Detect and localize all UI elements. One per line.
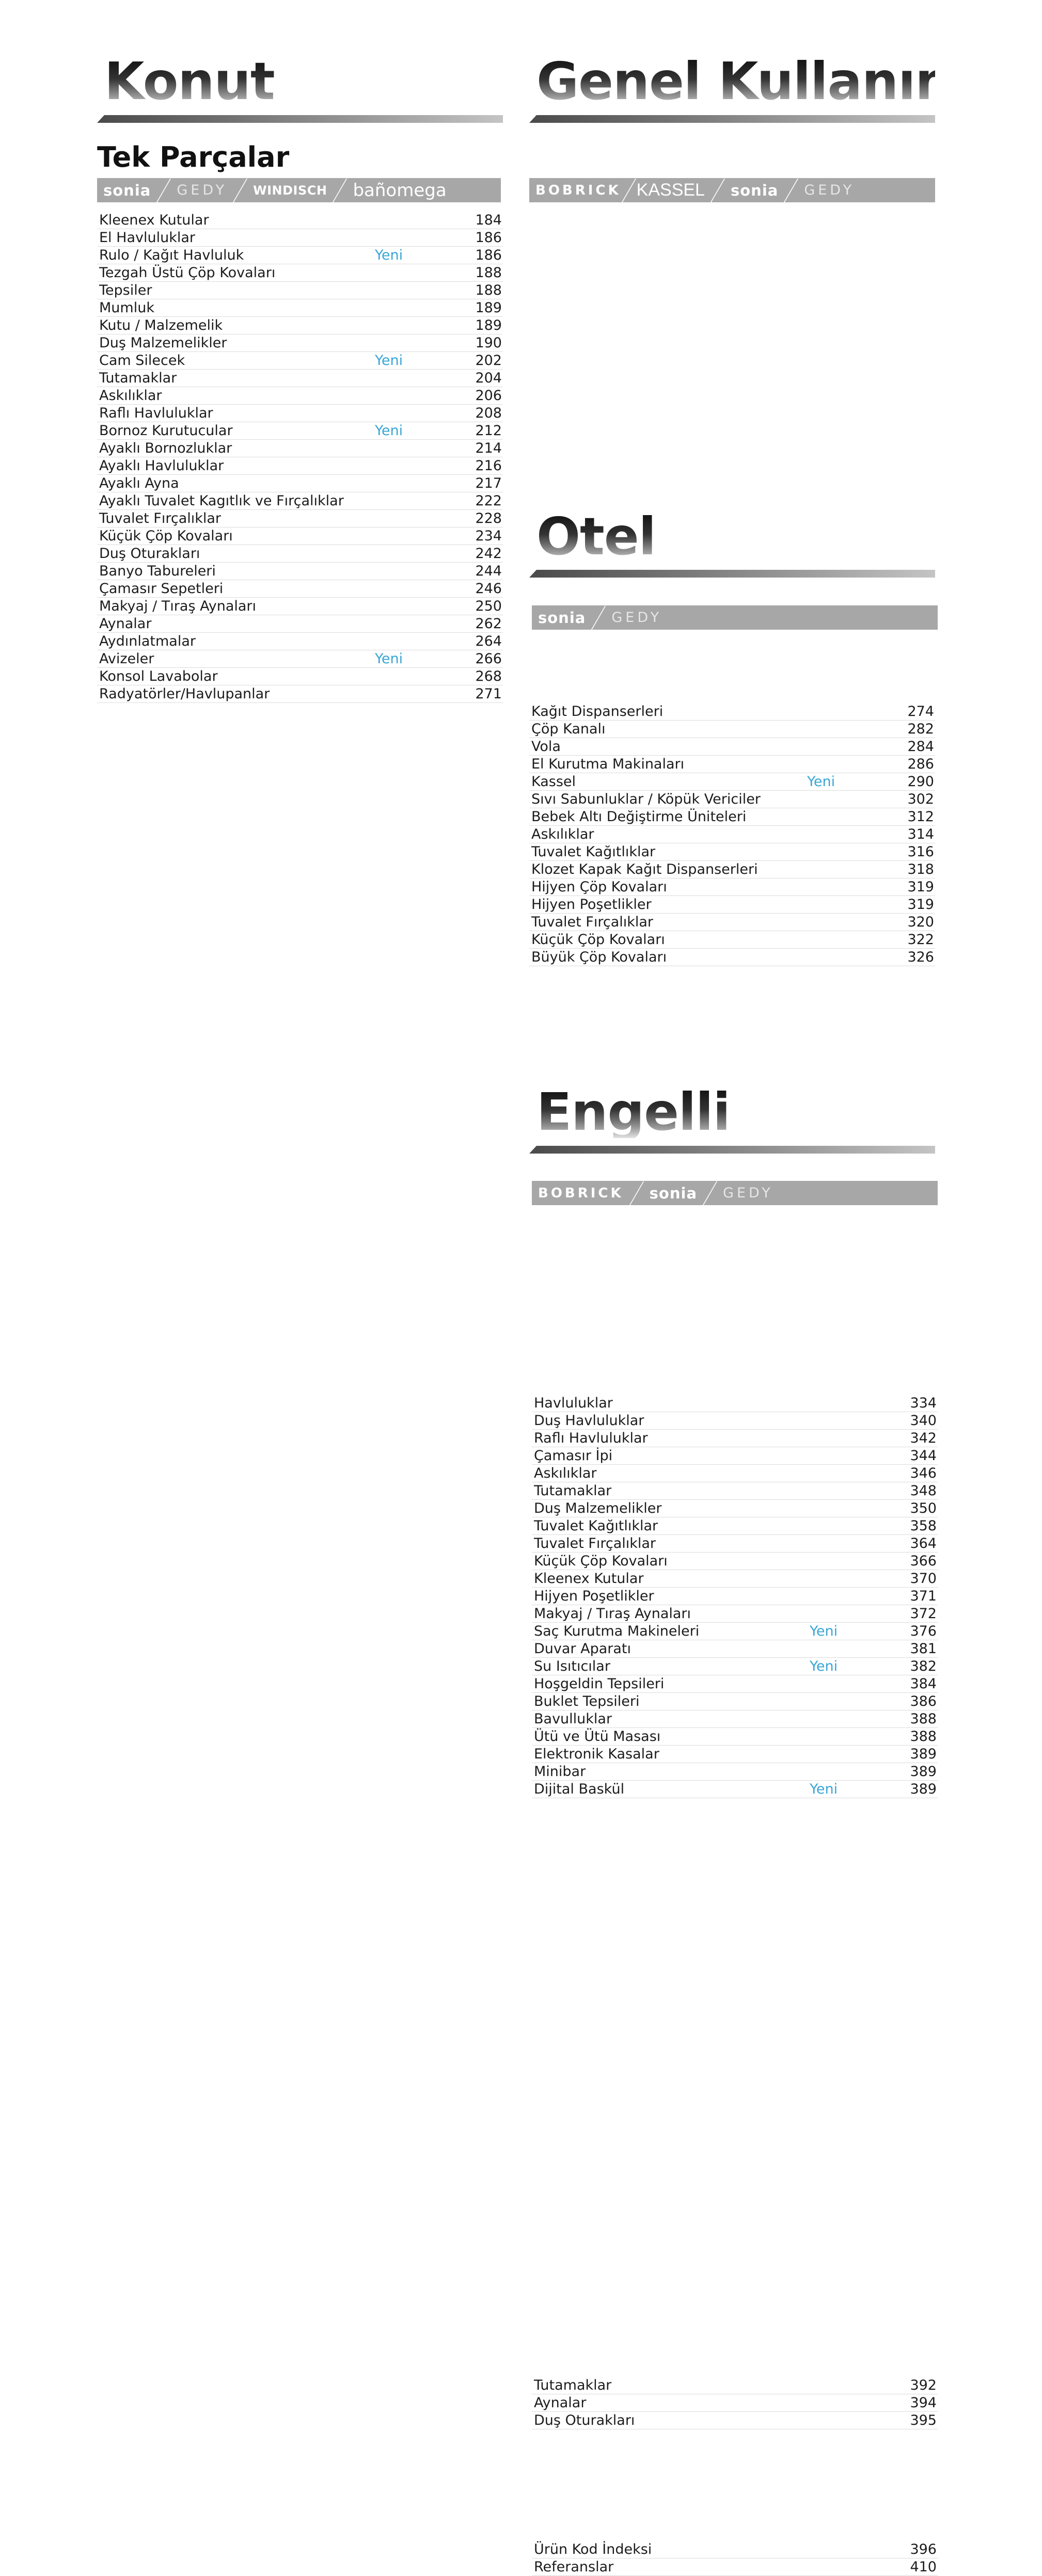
item-name: Kleenex Kutular <box>534 1571 644 1587</box>
index-row <box>97 387 503 405</box>
item-name: Konsol Lavabolar <box>99 668 218 684</box>
new-badge: Yeni <box>807 774 835 790</box>
page-number: 389 <box>910 1764 937 1780</box>
index-row <box>532 1447 938 1465</box>
item-name: Havluluklar <box>534 1395 613 1411</box>
page-number: 208 <box>475 405 502 421</box>
index-row <box>529 931 935 949</box>
brand-separator <box>784 179 799 202</box>
index-row <box>97 299 503 317</box>
brand-separator <box>711 179 725 202</box>
item-name: Bebek Altı Değiştirme Üniteleri <box>531 809 747 825</box>
item-name: Ayaklı Havluluklar <box>99 458 224 474</box>
konut-section <box>97 51 503 111</box>
page-number: 410 <box>910 2559 937 2575</box>
item-name: Hijyen Poşetlikler <box>531 897 652 913</box>
page-number: 320 <box>907 914 934 930</box>
index-row <box>529 914 935 931</box>
item-name: Bornoz Kurutucular <box>99 423 233 439</box>
item-name: Küçük Çöp Kovaları <box>534 1553 668 1569</box>
page-number: 384 <box>910 1676 937 1692</box>
item-name: Hoşgeldin Tepsileri <box>534 1676 665 1692</box>
page-number: 184 <box>475 212 502 228</box>
page-number: 250 <box>475 598 502 614</box>
index-row <box>532 1693 938 1710</box>
engelli-title: Engelli <box>529 1086 935 1138</box>
item-name: Tuvalet Fırçalıklar <box>531 914 654 930</box>
item-name: Su Isıtıcılar <box>534 1658 610 1674</box>
page-number: 350 <box>910 1500 937 1516</box>
item-name: Duş Malzemelikler <box>534 1500 662 1516</box>
brand-logo-bobrick: BOBRICK <box>538 1185 624 1201</box>
page-number: 326 <box>907 949 934 965</box>
brand-logo-gedy: GEDY <box>723 1185 773 1201</box>
page-number: 388 <box>910 1711 937 1727</box>
page-number: 371 <box>910 1588 937 1604</box>
page-number: 228 <box>475 510 502 526</box>
brand-logo-gedy: GEDY <box>177 182 228 198</box>
item-name: Büyük Çöp Kovaları <box>531 949 667 965</box>
item-name: Ayaklı Bornozluklar <box>99 440 232 456</box>
item-name: Çamasır Sepetleri <box>99 581 224 597</box>
brand-separator <box>703 1181 718 1205</box>
index-row <box>97 615 503 633</box>
page-number: 358 <box>910 1518 937 1534</box>
page-number: 366 <box>910 1553 937 1569</box>
page-number: 381 <box>910 1641 937 1657</box>
item-name: Raflı Havluluklar <box>99 405 213 421</box>
brand-separator <box>233 179 248 202</box>
index-row <box>532 2377 938 2394</box>
page-number: 386 <box>910 1693 937 1709</box>
index-row <box>532 1570 938 1588</box>
page-number: 372 <box>910 1606 937 1622</box>
index-row <box>532 2394 938 2412</box>
page-number: 206 <box>475 388 502 404</box>
item-name: Bavulluklar <box>534 1711 612 1727</box>
page-number: 376 <box>910 1623 937 1639</box>
page-number: 348 <box>910 1483 937 1499</box>
item-name: El Kurutma Makinaları <box>531 756 685 772</box>
index-row <box>97 352 503 370</box>
item-name: Raflı Havluluklar <box>534 1430 648 1446</box>
item-name: Rulo / Kağıt Havluluk <box>99 247 244 263</box>
brand-logo-banomega: bañomega <box>353 180 447 201</box>
brand-logo-gedy: GEDY <box>804 182 855 198</box>
page-number: 268 <box>475 668 502 684</box>
index-row <box>532 1588 938 1605</box>
genel-list <box>529 703 935 966</box>
index-row <box>532 1482 938 1500</box>
index-row <box>529 791 935 808</box>
index-row <box>532 1746 938 1763</box>
item-name: Kutu / Malzemelik <box>99 317 223 333</box>
index-row <box>97 580 503 598</box>
item-name: Duvar Aparatı <box>534 1641 631 1657</box>
new-badge: Yeni <box>375 651 403 667</box>
otel-title-bar <box>529 570 935 578</box>
otel-section <box>529 506 935 567</box>
item-name: Hijyen Çöp Kovaları <box>531 879 667 895</box>
page-number: 222 <box>475 493 502 509</box>
item-name: Aynalar <box>534 2395 587 2411</box>
page-number: 314 <box>907 826 934 842</box>
page-number: 344 <box>910 1448 937 1464</box>
item-name: Tuvalet Fırçalıklar <box>99 510 222 526</box>
page-number: 318 <box>907 861 934 877</box>
item-name: Klozet Kapak Kağıt Dispanserleri <box>531 861 758 877</box>
new-badge: Yeni <box>810 1658 838 1674</box>
index-row <box>532 1500 938 1517</box>
otel-brand-bar <box>532 605 938 630</box>
index-row <box>532 1728 938 1746</box>
index-row <box>532 2541 938 2558</box>
index-row <box>532 1535 938 1553</box>
item-name: Çamasır İpi <box>534 1448 613 1464</box>
page-number: 340 <box>910 1413 937 1429</box>
brand-logo-bobrick: BOBRICK <box>535 182 621 198</box>
index-row <box>529 949 935 966</box>
page-number: 395 <box>910 2412 937 2428</box>
page-number: 262 <box>475 616 502 632</box>
page-number: 396 <box>910 2541 937 2557</box>
item-name: Makyaj / Tıraş Aynaları <box>99 598 257 614</box>
page-number: 271 <box>475 686 502 702</box>
item-name: Cam Silecek <box>99 353 185 369</box>
item-name: Saç Kurutma Makineleri <box>534 1623 700 1639</box>
item-name: Duş Havluluklar <box>534 1413 644 1429</box>
page-number: 394 <box>910 2395 937 2411</box>
index-row <box>532 1395 938 1412</box>
page-number: 189 <box>475 300 502 316</box>
page-number: 312 <box>907 809 934 825</box>
index-row <box>532 1605 938 1623</box>
item-name: Vola <box>531 739 561 755</box>
item-name: Tutamaklar <box>99 370 177 386</box>
new-badge: Yeni <box>375 247 403 263</box>
engelli-list <box>532 2377 938 2429</box>
page-number: 266 <box>475 651 502 667</box>
page-number: 316 <box>907 844 934 860</box>
page-number: 216 <box>475 458 502 474</box>
index-row <box>97 685 503 703</box>
index-row <box>529 808 935 826</box>
item-name: Kassel <box>531 774 576 790</box>
item-name: Minibar <box>534 1764 586 1780</box>
item-name: Sıvı Sabunluklar / Köpük Vericiler <box>531 791 761 807</box>
item-name: Küçük Çöp Kovaları <box>531 932 665 948</box>
page-number: 389 <box>910 1746 937 1762</box>
item-name: Mumluk <box>99 300 154 316</box>
index-row <box>532 1675 938 1693</box>
brand-separator <box>621 179 636 202</box>
page-number: 274 <box>907 703 934 719</box>
item-name: Tuvalet Fırçalıklar <box>534 1535 656 1551</box>
page-number: 217 <box>475 475 502 491</box>
brand-logo-sonia: sonia <box>730 181 779 199</box>
genel-title: Genel Kullanım <box>529 56 935 107</box>
page-number: 322 <box>907 932 934 948</box>
index-row <box>529 843 935 861</box>
index-row <box>529 826 935 843</box>
page-number: 246 <box>475 581 502 597</box>
index-row <box>97 334 503 352</box>
brand-logo-windisch: WINDISCH <box>253 183 327 198</box>
item-name: Tuvalet Kağıtlıklar <box>534 1518 658 1534</box>
engelli-brand-bar <box>532 1181 938 1205</box>
page-number: 382 <box>910 1658 937 1674</box>
index-row <box>97 527 503 545</box>
konut-title-bar <box>97 115 503 123</box>
new-badge: Yeni <box>810 1623 838 1639</box>
brand-logo-sonia: sonia <box>649 1184 698 1202</box>
page-number: 204 <box>475 370 502 386</box>
page-number: 284 <box>907 739 934 755</box>
item-name: Avizeler <box>99 651 154 667</box>
item-name: Duş Oturakları <box>534 2412 635 2428</box>
item-name: Ürün Kod İndeksi <box>534 2541 652 2557</box>
item-name: Referanslar <box>534 2559 614 2575</box>
index-list <box>532 2541 938 2576</box>
brand-logo-sonia: sonia <box>538 609 586 627</box>
index-row <box>529 703 935 721</box>
index-row <box>532 1710 938 1728</box>
page-number: 388 <box>910 1729 937 1745</box>
index-row <box>97 229 503 247</box>
index-row <box>97 633 503 650</box>
otel-list <box>532 1395 938 1798</box>
item-name: Dijital Baskül <box>534 1781 625 1797</box>
item-name: Elektronik Kasalar <box>534 1746 659 1762</box>
page-number: 202 <box>475 353 502 369</box>
page-number: 189 <box>475 317 502 333</box>
index-row <box>97 510 503 527</box>
index-row <box>532 1763 938 1781</box>
page-number: 190 <box>475 335 502 351</box>
item-name: Kleenex Kutular <box>99 212 209 228</box>
index-row <box>532 1412 938 1430</box>
index-row <box>97 317 503 334</box>
index-row <box>532 1781 938 1798</box>
item-name: Duş Malzemelikler <box>99 335 227 351</box>
item-name: Makyaj / Tıraş Aynaları <box>534 1606 691 1622</box>
index-row <box>97 598 503 615</box>
page-number: 282 <box>907 721 934 737</box>
page-number: 244 <box>475 563 502 579</box>
item-name: Askılıklar <box>531 826 594 842</box>
konut-title: Konut <box>97 56 503 107</box>
index-row <box>97 264 503 282</box>
item-name: Çöp Kanalı <box>531 721 606 737</box>
index-row <box>532 2558 938 2576</box>
genel-section <box>529 51 969 111</box>
index-row <box>97 405 503 422</box>
index-row <box>97 370 503 387</box>
index-row <box>529 773 935 791</box>
page-number: 346 <box>910 1465 937 1481</box>
index-row <box>532 1658 938 1675</box>
index-row <box>97 282 503 299</box>
page-number: 290 <box>907 774 934 790</box>
page-number: 334 <box>910 1395 937 1411</box>
brand-separator <box>333 179 348 202</box>
index-row <box>532 1430 938 1447</box>
index-row <box>532 1465 938 1482</box>
index-row <box>97 650 503 668</box>
item-name: Ütü ve Ütü Masası <box>534 1729 661 1745</box>
item-name: Tepsiler <box>99 282 152 298</box>
page-number: 370 <box>910 1571 937 1587</box>
page-number: 234 <box>475 528 502 544</box>
item-name: Askılıklar <box>534 1465 597 1481</box>
index-row <box>97 457 503 475</box>
page-number: 389 <box>910 1781 937 1797</box>
page-number: 188 <box>475 282 502 298</box>
index-row <box>532 1553 938 1570</box>
engelli-section <box>529 1082 935 1142</box>
page-number: 319 <box>907 879 934 895</box>
index-row <box>532 2412 938 2429</box>
index-row <box>529 756 935 773</box>
otel-title: Otel <box>529 511 935 563</box>
item-name: Buklet Tepsileri <box>534 1693 640 1709</box>
brand-separator <box>156 179 171 202</box>
page-number: 186 <box>475 247 502 263</box>
item-name: Tuvalet Kağıtlıklar <box>531 844 656 860</box>
brand-logo-sonia: sonia <box>103 181 151 199</box>
page-number: 188 <box>475 265 502 281</box>
item-name: Ayaklı Tuvalet Kagıtlık ve Fırçalıklar <box>99 493 344 509</box>
genel-brand-bar <box>529 178 935 202</box>
brand-separator <box>591 606 606 630</box>
index-row <box>529 738 935 756</box>
genel-title-bar <box>529 115 935 123</box>
page-number: 242 <box>475 546 502 562</box>
item-name: Aynalar <box>99 616 152 632</box>
konut-brand-bar <box>97 178 501 202</box>
index-row <box>97 563 503 580</box>
index-row <box>97 475 503 492</box>
item-name: Ayaklı Ayna <box>99 475 179 491</box>
item-name: El Havluluklar <box>99 230 195 246</box>
item-name: Askılıklar <box>99 388 162 404</box>
index-row <box>529 896 935 914</box>
item-name: Tutamaklar <box>534 2377 612 2393</box>
konut-list <box>97 212 503 703</box>
index-row <box>97 247 503 264</box>
page-number: 392 <box>910 2377 937 2393</box>
index-row <box>532 1517 938 1535</box>
page-number: 212 <box>475 423 502 439</box>
new-badge: Yeni <box>375 423 403 439</box>
index-row <box>529 721 935 738</box>
item-name: Küçük Çöp Kovaları <box>99 528 233 544</box>
brand-logo-kassel: KASSEL <box>636 180 705 200</box>
index-row <box>529 861 935 878</box>
item-name: Banyo Tabureleri <box>99 563 216 579</box>
brand-logo-gedy: GEDY <box>611 610 662 626</box>
brand-separator <box>629 1181 644 1205</box>
new-badge: Yeni <box>810 1781 838 1797</box>
page-number: 319 <box>907 897 934 913</box>
item-name: Duş Oturakları <box>99 546 200 562</box>
page-number: 302 <box>907 791 934 807</box>
index-row <box>97 545 503 563</box>
index-row <box>97 492 503 510</box>
engelli-title-bar <box>529 1146 935 1154</box>
item-name: Radyatörler/Havlupanlar <box>99 686 270 702</box>
page-number: 286 <box>907 756 934 772</box>
index-row <box>97 422 503 440</box>
page-number: 364 <box>910 1535 937 1551</box>
index-row <box>529 878 935 896</box>
item-name: Hijyen Poşetlikler <box>534 1588 654 1604</box>
item-name: Aydınlatmalar <box>99 633 196 649</box>
konut-subtitle: Tek Parçalar <box>97 141 290 173</box>
page-number: 214 <box>475 440 502 456</box>
index-row <box>97 440 503 457</box>
page-number: 186 <box>475 230 502 246</box>
item-name: Kağıt Dispanserleri <box>531 703 664 719</box>
item-name: Tezgah Üstü Çöp Kovaları <box>99 265 276 281</box>
new-badge: Yeni <box>375 353 403 369</box>
page-number: 264 <box>475 633 502 649</box>
item-name: Tutamaklar <box>534 1483 612 1499</box>
index-row <box>532 1623 938 1640</box>
index-row <box>97 212 503 229</box>
index-row <box>97 668 503 685</box>
index-row <box>532 1640 938 1658</box>
page-number: 342 <box>910 1430 937 1446</box>
